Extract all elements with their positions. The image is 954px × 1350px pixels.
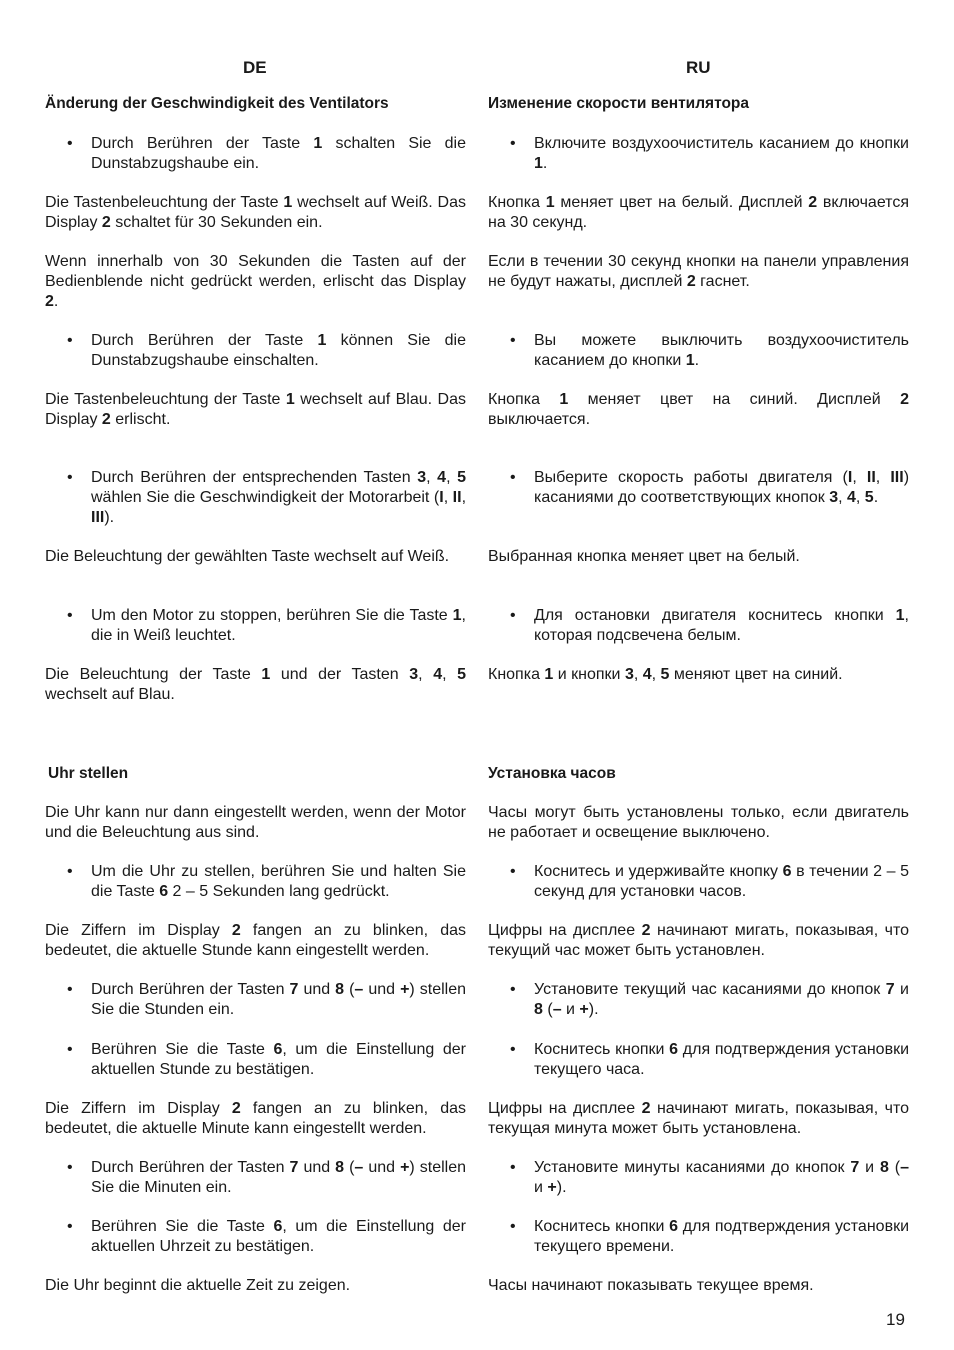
text-run: Если в течении 30 секунд кнопки на панели управления не будут нажаты, дисплей bbox=[488, 253, 909, 290]
key-label: I bbox=[847, 469, 853, 486]
text-run: und bbox=[298, 981, 336, 998]
text-run: для подтверждения установки текущего времени. bbox=[534, 1218, 909, 1255]
key-label: 5 bbox=[660, 666, 670, 683]
key-label: – bbox=[900, 1159, 909, 1176]
text-run: Включите воздухоочиститель касанием до кнопки bbox=[534, 135, 909, 152]
key-label: 1 bbox=[895, 607, 905, 624]
key-label: 2 bbox=[808, 194, 818, 211]
list-item bbox=[488, 134, 909, 174]
list-item bbox=[488, 1217, 909, 1257]
key-label: 2 bbox=[231, 1100, 241, 1117]
text-run: . bbox=[542, 155, 548, 172]
paragraph bbox=[488, 390, 909, 430]
list-item bbox=[45, 468, 466, 528]
section-heading-fan-speed-ru: Изменение скорости вентилятора bbox=[488, 95, 750, 112]
key-label: 8 bbox=[534, 1001, 543, 1018]
text-run: Выбранная кнопка меняет цвет на белый. bbox=[488, 548, 800, 565]
text-run: Durch Berühren der Tasten bbox=[91, 1159, 290, 1176]
paragraph bbox=[45, 193, 466, 233]
key-label: II bbox=[866, 469, 876, 486]
key-label: III bbox=[890, 469, 904, 486]
text-run: und der Tasten bbox=[270, 666, 410, 683]
text-run: wechselt auf Weiß. Das Display bbox=[45, 194, 466, 231]
text-run: schaltet für 30 Sekunden ein. bbox=[110, 214, 323, 231]
list-item bbox=[45, 862, 466, 902]
list-item bbox=[45, 1158, 466, 1198]
text-run: Установите минуты касаниями до кнопок bbox=[534, 1159, 851, 1176]
text-run: меняют цвет на синий. bbox=[669, 666, 843, 683]
text-run: Коснитесь и удерживайте кнопку bbox=[534, 863, 783, 880]
text-run: ) stellen Sie die Stunden ein. bbox=[91, 981, 466, 1018]
key-label: 1 bbox=[452, 607, 462, 624]
key-label: 1 bbox=[559, 391, 569, 408]
key-label: 6 bbox=[273, 1218, 283, 1235]
key-label: 7 bbox=[289, 1159, 299, 1176]
key-label: 5 bbox=[457, 666, 467, 683]
key-label: 1 bbox=[285, 391, 295, 408]
text-run: , um die Einstellung der aktuellen Stunde zu bestätigen. bbox=[91, 1041, 467, 1078]
key-label: 6 bbox=[669, 1218, 679, 1235]
key-label: + bbox=[547, 1179, 557, 1196]
text-run: ( bbox=[542, 1001, 553, 1018]
text-run: Die Ziffern im Display bbox=[45, 1100, 232, 1117]
key-label: 7 bbox=[850, 1159, 860, 1176]
text-run: fangen an zu blinken, das bedeutet, die aktuelle Stunde kann eingestellt werden. bbox=[45, 922, 467, 959]
text-run: , bbox=[461, 489, 467, 506]
text-run: включается на 30 секунд. bbox=[488, 194, 909, 231]
text-run: Кнопка bbox=[488, 391, 560, 408]
text-run: Um den Motor zu stoppen, berühren Sie die Taste bbox=[91, 607, 453, 624]
text-run: Коснитесь кнопки bbox=[534, 1041, 670, 1058]
key-label: I bbox=[439, 489, 444, 506]
section-heading-clock-de: Uhr stellen bbox=[48, 765, 129, 782]
key-label: 2 bbox=[900, 391, 909, 408]
text-run: Die Ziffern im Display bbox=[45, 922, 232, 939]
key-label: 1 bbox=[283, 194, 293, 211]
key-label: + bbox=[579, 1001, 589, 1018]
text-run: и bbox=[534, 1179, 548, 1196]
key-label: 8 bbox=[335, 1159, 345, 1176]
text-run: schalten Sie die Dunstabzugshaube ein. bbox=[91, 135, 467, 172]
text-run: Durch Berühren der Taste bbox=[91, 332, 318, 349]
key-label: 1 bbox=[317, 332, 327, 349]
paragraph bbox=[45, 921, 466, 961]
key-label: 7 bbox=[885, 981, 895, 998]
paragraph bbox=[488, 803, 909, 843]
text-run: können Sie die Dunstabzugshaube einschalten. bbox=[91, 332, 467, 369]
text-run: Для остановки двигателя коснитесь кнопки bbox=[534, 607, 896, 624]
key-label: II bbox=[452, 489, 462, 506]
text-run: Цифры на дисплее bbox=[488, 1100, 642, 1117]
paragraph bbox=[488, 921, 909, 961]
key-label: 7 bbox=[289, 981, 299, 998]
key-label: 1 bbox=[261, 666, 271, 683]
key-label: 3 bbox=[417, 469, 427, 486]
text-run: , bbox=[446, 469, 458, 486]
paragraph bbox=[488, 1276, 909, 1296]
language-heading-ru: RU bbox=[686, 58, 711, 77]
paragraph bbox=[45, 1099, 466, 1139]
list-item bbox=[488, 1158, 909, 1198]
key-label: 3 bbox=[829, 489, 839, 506]
text-run: начинают мигать, показывая, что текущий час может быть установлен. bbox=[488, 922, 910, 959]
paragraph bbox=[45, 390, 466, 430]
text-run: , bbox=[852, 469, 867, 486]
key-label: 2 bbox=[45, 293, 54, 310]
key-label: 3 bbox=[409, 666, 419, 683]
text-run: меняет цвет на синий. Дисплей bbox=[568, 391, 901, 408]
key-label: 2 bbox=[101, 214, 111, 231]
text-run: , bbox=[855, 489, 865, 506]
key-label: 5 bbox=[864, 489, 874, 506]
paragraph bbox=[488, 252, 909, 292]
list-item bbox=[45, 331, 466, 371]
text-run: ( bbox=[344, 1159, 355, 1176]
text-run: erlischt. bbox=[110, 411, 171, 428]
key-label: 4 bbox=[437, 469, 447, 486]
text-run: , bbox=[651, 666, 661, 683]
list-item bbox=[488, 468, 909, 508]
paragraph bbox=[488, 1099, 909, 1139]
text-run: и bbox=[894, 981, 909, 998]
key-label: – bbox=[552, 1001, 562, 1018]
key-label: 2 bbox=[101, 411, 111, 428]
key-label: III bbox=[91, 509, 105, 526]
text-run: выключается. bbox=[488, 411, 591, 428]
text-run: . bbox=[873, 489, 879, 506]
text-run: Кнопка bbox=[488, 666, 545, 683]
text-run: Установите текущий час касаниями до кнопок bbox=[534, 981, 886, 998]
text-run: Выберите скорость работы двигателя ( bbox=[534, 469, 848, 486]
list-item bbox=[488, 862, 909, 902]
section-heading-fan-speed-de: Änderung der Geschwindigkeit des Ventilators bbox=[45, 95, 389, 112]
text-run: Die Tastenbeleuchtung der Taste bbox=[45, 391, 286, 408]
key-label: 1 bbox=[313, 135, 323, 152]
key-label: 6 bbox=[782, 863, 792, 880]
list-item bbox=[488, 606, 909, 646]
text-run: ). bbox=[556, 1179, 567, 1196]
page-number: 19 bbox=[886, 1310, 905, 1329]
text-run: ). bbox=[104, 509, 115, 526]
key-label: 8 bbox=[335, 981, 345, 998]
text-run: Durch Berühren der Taste bbox=[91, 135, 314, 152]
text-run: ) stellen Sie die Minuten ein. bbox=[91, 1159, 466, 1196]
text-run: , die in Weiß leuchtet. bbox=[91, 607, 466, 644]
paragraph bbox=[45, 252, 466, 312]
section-heading-clock-ru: Установка часов bbox=[488, 765, 616, 782]
paragraph bbox=[45, 547, 466, 567]
text-run: Berühren Sie die Taste bbox=[91, 1041, 274, 1058]
paragraph bbox=[488, 547, 909, 567]
key-label: 5 bbox=[457, 469, 467, 486]
text-run: Die Tastenbeleuchtung der Taste bbox=[45, 194, 284, 211]
text-run: Die Uhr kann nur dann eingestellt werden, wenn der Motor und die Beleuchtung aus sind. bbox=[45, 804, 466, 841]
list-item bbox=[488, 331, 909, 371]
key-label: – bbox=[354, 981, 364, 998]
text-run: Часы начинают показывать текущее время. bbox=[488, 1277, 814, 1294]
text-run: , bbox=[426, 469, 438, 486]
text-run: меняет цвет на белый. Дисплей bbox=[554, 194, 809, 211]
key-label: 2 bbox=[641, 1100, 651, 1117]
text-run: и кнопки bbox=[553, 666, 625, 683]
paragraph bbox=[45, 665, 466, 705]
text-run: und bbox=[363, 1159, 401, 1176]
key-label: 2 bbox=[231, 922, 241, 939]
text-run: fangen an zu blinken, das bedeutet, die aktuelle Minute kann eingestellt werden. bbox=[45, 1100, 467, 1137]
text-run: Кнопка bbox=[488, 194, 546, 211]
text-run: , bbox=[418, 666, 434, 683]
text-run: Durch Berühren der entsprechenden Tasten bbox=[91, 469, 418, 486]
text-run: , bbox=[443, 489, 453, 506]
key-label: 1 bbox=[545, 194, 555, 211]
key-label: 2 bbox=[641, 922, 651, 939]
key-label: – bbox=[354, 1159, 364, 1176]
text-run: Die Uhr beginnt die aktuelle Zeit zu zeigen. bbox=[45, 1277, 351, 1294]
key-label: 4 bbox=[433, 666, 443, 683]
text-run: , которая подсвечена белым. bbox=[534, 607, 909, 644]
list-item bbox=[45, 606, 466, 646]
text-run: wechselt auf Blau. bbox=[45, 686, 175, 703]
text-run: Цифры на дисплее bbox=[488, 922, 642, 939]
key-label: 3 bbox=[624, 666, 634, 683]
text-run: und bbox=[363, 981, 401, 998]
paragraph bbox=[488, 193, 909, 233]
text-run: Коснитесь кнопки bbox=[534, 1218, 670, 1235]
text-run: ( bbox=[344, 981, 355, 998]
key-label: 1 bbox=[685, 352, 695, 369]
text-run: , bbox=[633, 666, 643, 683]
text-run: wechselt auf Blau. Das Display bbox=[45, 391, 466, 428]
text-run: Durch Berühren der Tasten bbox=[91, 981, 290, 998]
text-run: ) касаниями до соответствующих кнопок bbox=[534, 469, 910, 506]
key-label: 4 bbox=[847, 489, 856, 506]
text-run: начинают мигать, показывая, что текущая минута может быть установлена. bbox=[488, 1100, 910, 1137]
text-run: , bbox=[442, 666, 458, 683]
text-run: гаснет. bbox=[695, 273, 750, 290]
key-label: 6 bbox=[159, 883, 169, 900]
text-run: Berühren Sie die Taste bbox=[91, 1218, 274, 1235]
text-run: , um die Einstellung der aktuellen Uhrzeit zu bestätigen. bbox=[91, 1218, 467, 1255]
text-run: Die Beleuchtung der Taste bbox=[45, 666, 262, 683]
key-label: 6 bbox=[273, 1041, 283, 1058]
text-run: и bbox=[859, 1159, 880, 1176]
text-run: в течении 2 – 5 секунд для установки часов. bbox=[534, 863, 909, 900]
text-run: и bbox=[561, 1001, 580, 1018]
key-label: 8 bbox=[879, 1159, 889, 1176]
key-label: 1 bbox=[544, 666, 554, 683]
key-label: + bbox=[400, 1159, 410, 1176]
text-run: und bbox=[298, 1159, 336, 1176]
list-item bbox=[488, 1040, 909, 1080]
text-run: Die Beleuchtung der gewählten Taste wechselt auf Weiß. bbox=[45, 548, 450, 565]
text-run: Um die Uhr zu stellen, berühren Sie und halten Sie die Taste bbox=[91, 863, 466, 900]
key-label: 4 bbox=[642, 666, 652, 683]
text-run: Часы могут быть установлены только, если двигатель не работает и освещение выключено. bbox=[488, 804, 909, 841]
text-run: ). bbox=[588, 1001, 599, 1018]
paragraph bbox=[488, 665, 909, 685]
text-run: Вы можете выключить воздухоочиститель касанием до кнопки bbox=[534, 332, 909, 369]
language-heading-de: DE bbox=[243, 58, 267, 77]
paragraph bbox=[45, 803, 466, 843]
text-run: . bbox=[694, 352, 700, 369]
text-run: 2 – 5 Sekunden lang gedrückt. bbox=[168, 883, 390, 900]
list-item bbox=[45, 980, 466, 1020]
key-label: 1 bbox=[534, 155, 543, 172]
list-item bbox=[45, 1217, 466, 1257]
key-label: + bbox=[400, 981, 410, 998]
text-run: для подтверждения установки текущего часа. bbox=[534, 1041, 909, 1078]
list-item bbox=[45, 134, 466, 174]
list-item bbox=[488, 980, 909, 1020]
list-item bbox=[45, 1040, 466, 1080]
paragraph bbox=[45, 1276, 466, 1296]
key-label: 2 bbox=[686, 273, 696, 290]
text-run: ( bbox=[888, 1159, 901, 1176]
text-run: . bbox=[53, 293, 59, 310]
text-run: Wenn innerhalb von 30 Sekunden die Tasten auf der Bedienblende nicht gedrückt werden, erlischt das Display bbox=[45, 253, 466, 290]
text-run: , bbox=[875, 469, 891, 486]
text-run: wählen Sie die Geschwindigkeit der Motorarbeit ( bbox=[91, 489, 440, 506]
key-label: 6 bbox=[669, 1041, 679, 1058]
text-run: , bbox=[838, 489, 847, 506]
